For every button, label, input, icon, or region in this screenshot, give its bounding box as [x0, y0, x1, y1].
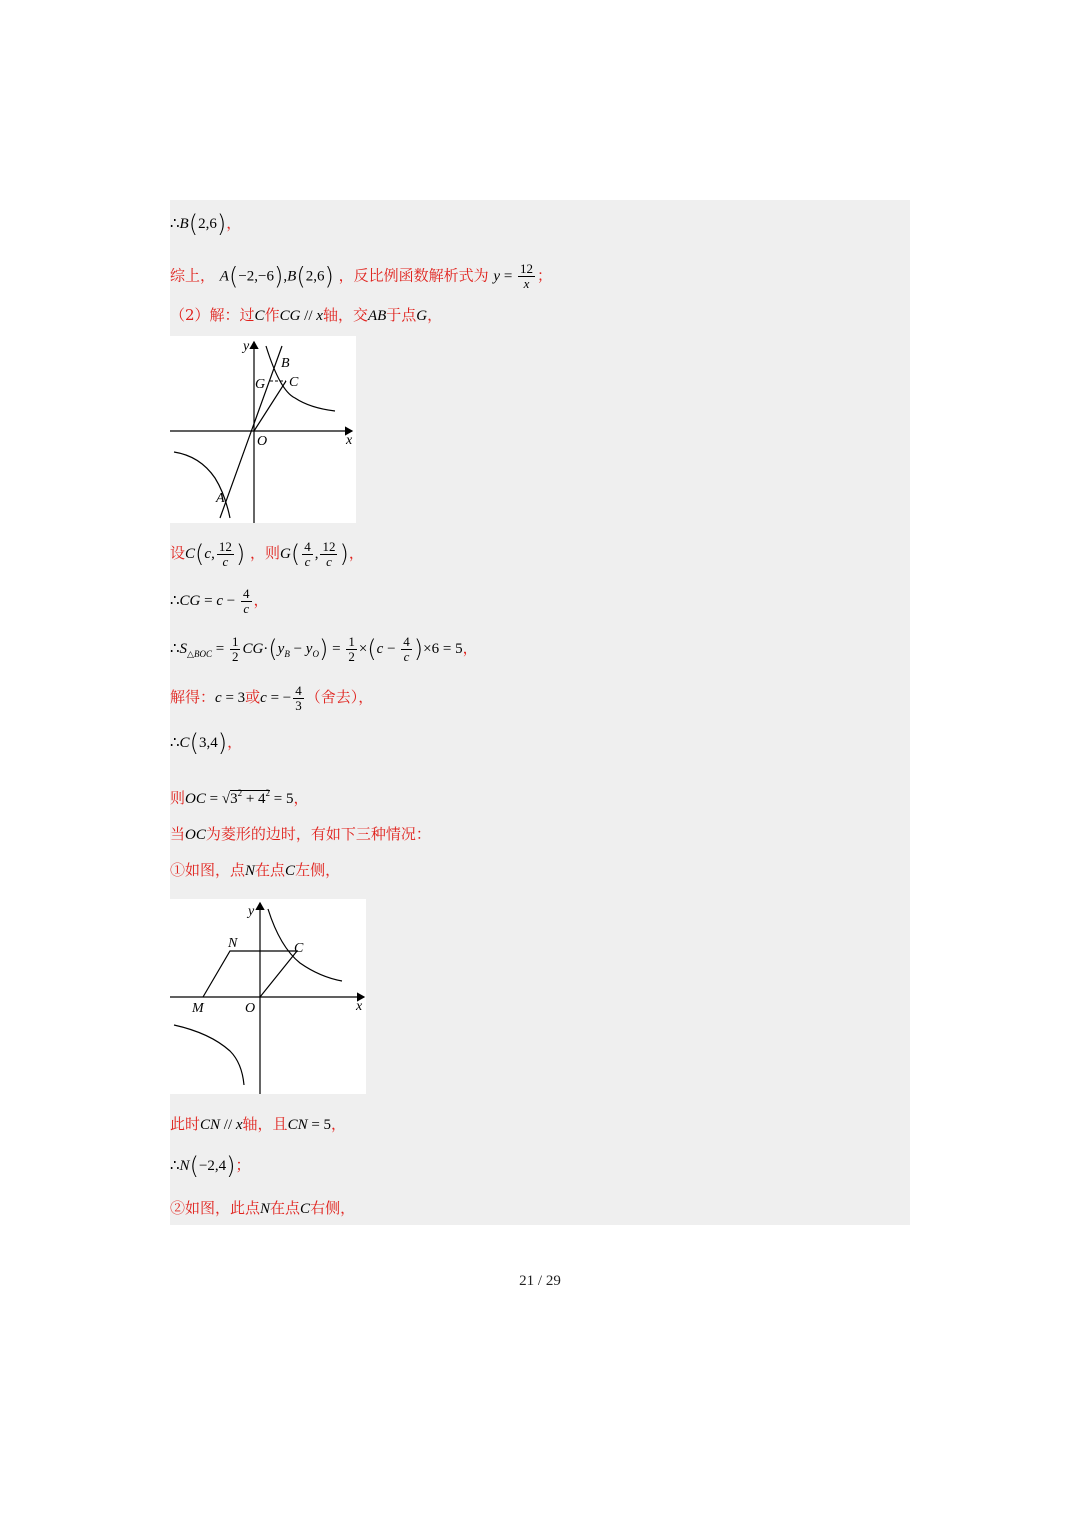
hyperbola-branch-upper	[268, 909, 342, 981]
label-x: x	[356, 999, 363, 1014]
line-solve-c: 解得：c = 3或c = − $\frac{4}{3}$ （舍去），	[170, 682, 374, 713]
label-c: C	[294, 941, 304, 956]
label-o: O	[257, 434, 268, 449]
label-x: x	[346, 433, 353, 448]
label-m: M	[192, 1001, 204, 1016]
line-set-c: 设C(c, $\frac{12}{c}$ ) ，则G( $\frac{4}{c}$ , $\frac{12}{c}$ )，	[170, 538, 364, 569]
line-part2-intro: （2）解：过C作CG // x轴，交AB于点G，	[170, 306, 443, 324]
label-b: B	[281, 356, 290, 371]
line-case1: ①如图，点N在点C左侧，	[170, 861, 341, 879]
label-n: N	[228, 936, 238, 951]
label-y: y	[248, 904, 255, 919]
figure-2-svg	[170, 899, 366, 1094]
line-cn-parallel: 此时CN // x轴，且CN = 5，	[170, 1115, 347, 1133]
hyperbola-branch-lower	[174, 1025, 244, 1085]
hyperbola-branch-upper	[266, 346, 335, 411]
page-number: 21 / 29	[519, 1273, 561, 1289]
line-area-equation: $\therefore S_{\triangle BOC}$ = $\frac{1}{2}$ $CG\cdot(y_B - y_O)$ = $\frac{1}{2}$ ×(c − $\frac{4}{c}$ )×6 = 5，	[170, 633, 478, 664]
figure-1-graph	[170, 336, 356, 523]
line-cg-length: ∴CG = c − $\frac{4}{c}$ ，	[170, 585, 269, 616]
line-oc-length: 则OC = $√3^2 + 4^2 = 5$，	[170, 788, 309, 807]
label-y: y	[243, 339, 250, 354]
label-g: G	[255, 377, 266, 392]
line-b-point: ∴B(2,6)，	[170, 210, 242, 238]
rhombus-mnco	[203, 951, 297, 997]
label-a: A	[216, 491, 225, 506]
line-ab	[220, 346, 282, 518]
line-rhombus-cases: 当OC为菱形的边时，有如下三种情况：	[170, 825, 431, 843]
hyperbola-branch-lower	[174, 452, 230, 518]
figure-2-graph	[170, 899, 366, 1094]
line-n-point: ∴N(−2,4)；	[170, 1152, 251, 1180]
line-case2: ②如图，此点N在点C右侧，	[170, 1199, 356, 1217]
line-c-point: ∴C(3,4)，	[170, 729, 243, 757]
label-c: C	[289, 375, 299, 390]
label-o: O	[245, 1001, 256, 1016]
line-summary: 综上， A(−2,−6),B(2,6) ，反比例函数解析式为 y = $\frac{12}{x}$ ；	[170, 261, 553, 291]
figure-1-svg	[170, 336, 356, 523]
